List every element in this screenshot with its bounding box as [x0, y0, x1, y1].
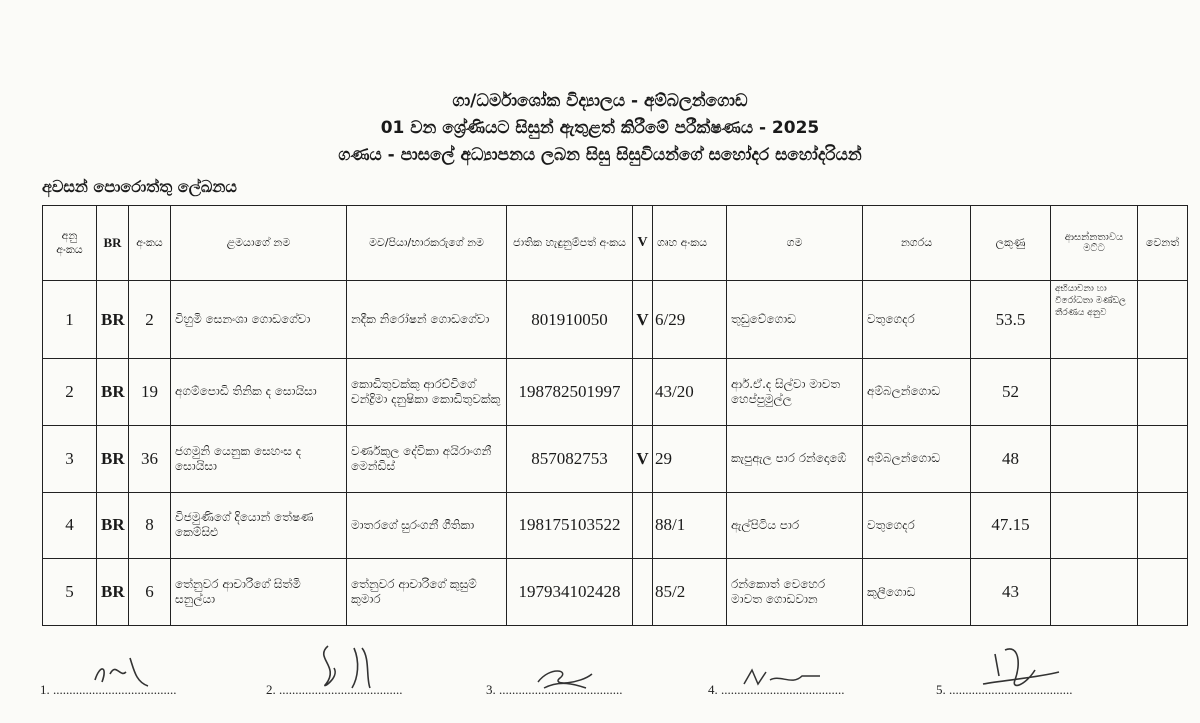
col-house-number: ගෘහ අංකය: [653, 206, 727, 281]
table-row: [43, 281, 1188, 359]
table-row: [43, 359, 1188, 426]
table-row: [43, 559, 1188, 626]
signature-4: 4. ......................................: [708, 682, 845, 697]
cell-br: BR: [97, 559, 129, 626]
cell-nic: 801910050: [507, 281, 633, 359]
table-header-row: [43, 206, 1188, 281]
col-town: නගරය: [863, 206, 971, 281]
cell-other: [1138, 559, 1188, 626]
col-serial: අනු අංකය: [43, 206, 97, 281]
cell-v: [633, 492, 653, 559]
cell-village: රන්කොත් වෙහෙර මාවත ගොඩවාන: [727, 559, 863, 626]
cell-house-number: 43/20: [653, 359, 727, 426]
cell-other: [1138, 281, 1188, 359]
cell-proximity: [1051, 359, 1138, 426]
cell-serial: 4: [43, 492, 97, 559]
col-marks: ලකුණු: [971, 206, 1051, 281]
cell-parent-name: තේනුවර ආචාරිගේ කුසුම් කුමාර: [347, 559, 507, 626]
cell-marks: 43: [971, 559, 1051, 626]
col-village: ගම: [727, 206, 863, 281]
cell-child-name: තේනුවර ආචාරිගේ සිත්මි සනුල්යා: [171, 559, 347, 626]
cell-serial: 1: [43, 281, 97, 359]
cell-marks: 52: [971, 359, 1051, 426]
cell-marks: 47.15: [971, 492, 1051, 559]
cell-number: 19: [129, 359, 171, 426]
cell-village: කැපුඇල පාර රන්දොඹේ: [727, 425, 863, 492]
cell-serial: 2: [43, 359, 97, 426]
cell-proximity: අභියාචනා හා විරෝධතා මණ්ඩල තීරණය අනුව: [1051, 281, 1138, 359]
table-row: [43, 492, 1188, 559]
cell-parent-name: වර්ණකුල දේවිකා අයිරාංගනී මෙන්ඩිස්: [347, 425, 507, 492]
col-other: වෙනත්: [1138, 206, 1188, 281]
cell-town: අම්බලන්ගොඩ: [863, 359, 971, 426]
cell-child-name: අගම්පොඩි තිනික ද සොයිසා: [171, 359, 347, 426]
cell-v: V: [633, 281, 653, 359]
cell-house-number: 88/1: [653, 492, 727, 559]
cell-number: 2: [129, 281, 171, 359]
category-title: ගණය - පාසලේ අධ්‍යාපනය ලබන සිසු සිසුවියන්ගේ සහෝදර සහෝදරියන්: [338, 145, 862, 165]
signature-3: 3. ......................................: [486, 682, 623, 697]
cell-village: තුඩුවේගොඩ: [727, 281, 863, 359]
cell-house-number: 6/29: [653, 281, 727, 359]
school-name: ගා/ධර්මාශෝක විද්‍යාලය - අම්බලන්ගොඩ: [452, 91, 748, 111]
cell-serial: 3: [43, 425, 97, 492]
cell-nic: 198175103522: [507, 492, 633, 559]
cell-child-name: විජමුණිගේ දියොන් තේෂණ කෙම්සිළු: [171, 492, 347, 559]
cell-proximity: [1051, 559, 1138, 626]
cell-v: V: [633, 425, 653, 492]
cell-nic: 197934102428: [507, 559, 633, 626]
list-title: අවසන් පොරොත්තු ලේඛනය: [42, 177, 237, 196]
col-parent-name: මව/පියා/භාරකරුගේ නම: [347, 206, 507, 281]
cell-number: 8: [129, 492, 171, 559]
cell-br: BR: [97, 281, 129, 359]
cell-other: [1138, 359, 1188, 426]
signature-line: [40, 672, 1190, 702]
cell-other: [1138, 425, 1188, 492]
cell-proximity: [1051, 425, 1138, 492]
cell-parent-name: නදීක නිරෝෂන් ගොඩගේවා: [347, 281, 507, 359]
cell-parent-name: මාතරගේ සුරංගනී ගීතිකා: [347, 492, 507, 559]
cell-marks: 48: [971, 425, 1051, 492]
cell-town: වතුගෙදර: [863, 281, 971, 359]
cell-house-number: 85/2: [653, 559, 727, 626]
col-proximity: ආසන්නතාවය මට්ට: [1051, 206, 1138, 281]
cell-proximity: [1051, 492, 1138, 559]
col-child-name: ළමයාගේ නම: [171, 206, 347, 281]
signature-1: 1. ......................................: [40, 682, 177, 697]
cell-br: BR: [97, 359, 129, 426]
cell-parent-name: කොඩිතුවක්කු ආරච්චිගේ චන්ද්‍රිමා දනුෂිකා කොඩිතුවක්කු: [347, 359, 507, 426]
cell-town: වතුගෙදර: [863, 492, 971, 559]
document-header: [0, 88, 1200, 169]
signature-5: 5. ......................................: [936, 682, 1073, 697]
cell-child-name: ජගමුනි යෙනුක සෙහංස ද සොයිසා: [171, 425, 347, 492]
col-br: BR: [97, 206, 129, 281]
cell-v: [633, 559, 653, 626]
col-nic: ජාතික හැඳුනුම්පත් අංකය: [507, 206, 633, 281]
cell-town: අම්බලන්ගොඩ: [863, 425, 971, 492]
waiting-list-table: [42, 205, 1188, 626]
cell-nic: 198782501997: [507, 359, 633, 426]
cell-number: 36: [129, 425, 171, 492]
cell-village: ඇල්පිටිය පාර: [727, 492, 863, 559]
table-row: [43, 425, 1188, 492]
col-v: V: [633, 206, 653, 281]
signature-2: 2. ......................................: [266, 682, 403, 697]
cell-town: කුලීගොඩ: [863, 559, 971, 626]
exam-title: 01 වන ශ්‍රේණියට සිසුන් ඇතුළත් කිරීමේ පරීක්ෂණය - 2025: [380, 118, 820, 138]
cell-v: [633, 359, 653, 426]
cell-other: [1138, 492, 1188, 559]
cell-marks: 53.5: [971, 281, 1051, 359]
col-number: අංකය: [129, 206, 171, 281]
cell-number: 6: [129, 559, 171, 626]
cell-house-number: 29: [653, 425, 727, 492]
cell-serial: 5: [43, 559, 97, 626]
cell-child-name: විහුමි සෙනංශා ගොඩගේවා: [171, 281, 347, 359]
cell-nic: 857082753: [507, 425, 633, 492]
cell-br: BR: [97, 425, 129, 492]
cell-village: ආර්.ඒ.ද සිල්වා මාවත හෙප්පුමුල්ල: [727, 359, 863, 426]
cell-br: BR: [97, 492, 129, 559]
